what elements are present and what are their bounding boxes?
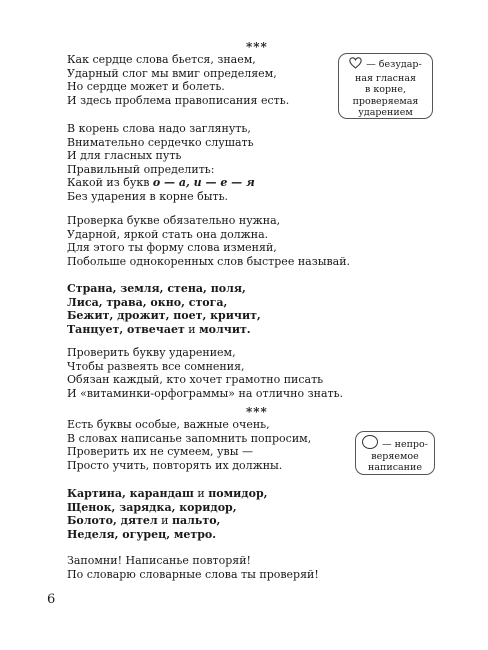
poem-line: Запомни! Написанье повторяй! [67, 554, 251, 567]
poem-line: По словарю словарные слова ты проверяй! [67, 567, 319, 581]
stanza-6 [67, 418, 311, 472]
stanza-7-word-list [67, 487, 268, 541]
note-line: — безудар- [339, 57, 432, 73]
poem-line-text: Какой из букв [67, 176, 153, 190]
poem-line: Чтобы развеять все сомнения, [67, 359, 245, 373]
page-number: 6 [47, 592, 56, 607]
note-line: ная гласная [355, 72, 416, 84]
stanza-5 [67, 346, 343, 400]
poem-line: И для гласных путь [67, 149, 182, 163]
note-line: веряемое [371, 450, 419, 462]
stanza-2 [67, 122, 255, 204]
note-box-unverifiable-spelling [355, 431, 435, 475]
stanza-1 [67, 53, 289, 107]
vowel-letters: о — а, и — е — я [152, 176, 255, 190]
poem-line: Ударный слог мы вмиг определяем, [67, 66, 277, 80]
poem-line: Правильный определить: [67, 162, 215, 176]
section-separator-2: *** [246, 405, 268, 419]
poem-line: Просто учить, повторять их должны. [67, 458, 283, 472]
poem-line: Обязан каждый, кто хочет грамотно писать [67, 373, 324, 387]
poem-line: Проверить их не сумеем, увы — [67, 445, 253, 459]
oval-outline-icon [362, 435, 378, 449]
heart-outline-icon [349, 57, 362, 73]
poem-line [67, 176, 255, 190]
bold-word-line: Страна, земля, стена, поля, [67, 282, 246, 295]
bold-word-line: Неделя, огурец, метро. [67, 527, 217, 541]
stanza-4-word-list [67, 282, 261, 336]
bold-word-line: Лиса, трава, окно, стога, [67, 295, 228, 309]
note-line: — непро- [356, 435, 434, 451]
bold-word-line: Болото, дятел и пальто, [67, 514, 221, 528]
poem-line: Но сердце может и болеть. [67, 80, 225, 94]
poem-line: Проверка букве обязательно нужна, [67, 214, 281, 227]
note-box-stressed-vowel [338, 53, 433, 119]
bold-word-line: Щенок, зарядка, коридор, [67, 500, 237, 514]
poem-line: И «витаминки-орфограммы» на отлично знать. [67, 386, 344, 400]
note-line: в корне, [364, 84, 407, 96]
poem-line: Есть буквы особые, важные очень, [67, 418, 270, 431]
poem-line: И здесь проблема правописания есть. [67, 93, 290, 107]
poem-line: Как сердце слова бьется, знаем, [67, 53, 256, 66]
poem-line: В словах написанье запомнить попросим, [67, 431, 312, 445]
poem-line: Проверить букву ударением, [67, 346, 236, 359]
poem-line: Побольше однокоренных слов быстрее называй. [67, 254, 351, 268]
section-separator-1: *** [246, 40, 268, 54]
poem-line: Без ударения в корне быть. [67, 189, 229, 203]
poem-line: Ударной, яркой стать она должна. [67, 227, 269, 241]
note-line: проверяемая [352, 95, 419, 107]
stanza-3 [67, 214, 350, 268]
poem-line: Внимательно сердечко слушать [67, 135, 254, 149]
note-line: ударением [358, 107, 413, 119]
note-line: написание [368, 462, 422, 474]
bold-word-line: Бежит, дрожит, поет, кричит, [67, 309, 261, 323]
bold-word-line: Танцует, отвечает и молчит. [67, 322, 251, 336]
poem-line: В корень слова надо заглянуть, [67, 122, 251, 135]
poem-line: Для этого ты форму слова изменяй, [67, 241, 277, 255]
bold-word-line: Картина, карандаш и помидор, [67, 487, 268, 500]
stanza-8 [67, 554, 319, 581]
